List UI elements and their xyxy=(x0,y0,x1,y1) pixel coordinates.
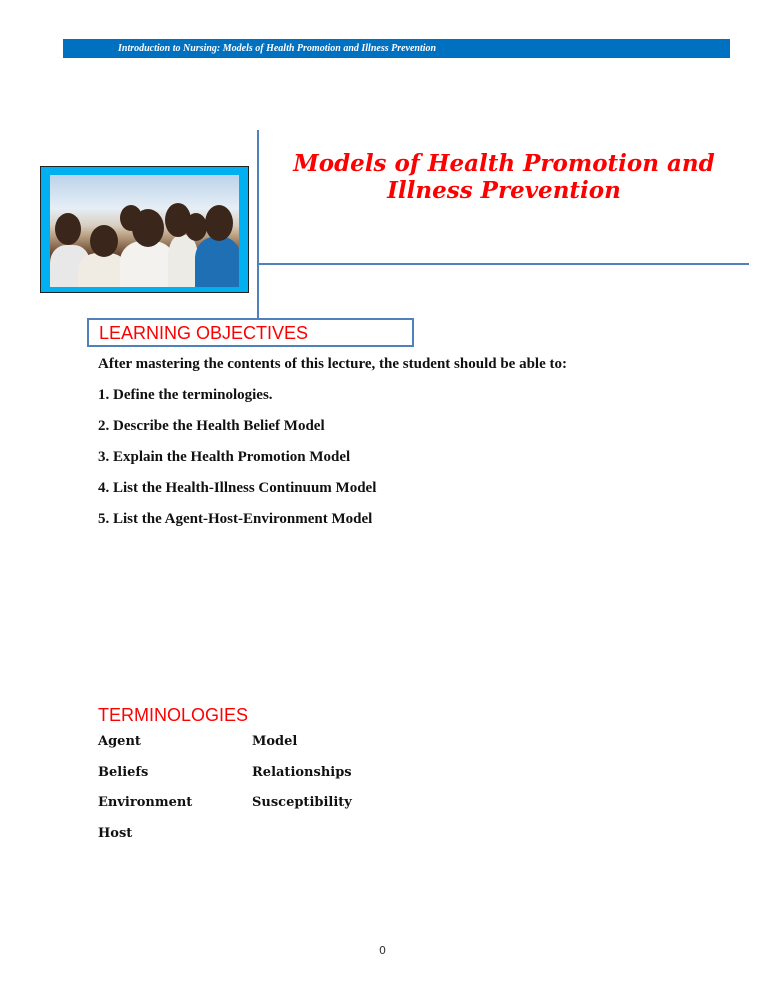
objectives-intro: After mastering the contents of this lecture, the student should be able to: xyxy=(98,356,567,372)
term-item: Host xyxy=(98,826,133,841)
term-item: Agent xyxy=(98,734,141,749)
document-title-line-1: Models of Health Promotion and xyxy=(293,150,715,177)
children-photo xyxy=(50,175,239,287)
term-item: Environment xyxy=(98,795,193,810)
document-title xyxy=(262,150,746,204)
term-item: Susceptibility xyxy=(252,795,352,810)
title-block-vertical-rule xyxy=(257,130,259,319)
running-header-bar xyxy=(63,39,730,58)
objective-item: 5. List the Agent-Host-Environment Model xyxy=(98,511,373,527)
objective-item: 4. List the Health-Illness Continuum Model xyxy=(98,480,377,496)
term-item: Relationships xyxy=(252,765,352,780)
document-title-line-2: Illness Prevention xyxy=(387,177,621,204)
term-item: Model xyxy=(252,734,298,749)
title-block-horizontal-rule xyxy=(258,263,749,265)
term-item: Beliefs xyxy=(98,765,149,780)
learning-objectives-heading: LEARNING OBJECTIVES xyxy=(99,323,309,343)
learning-objectives-heading-box xyxy=(87,318,414,347)
cover-image-frame xyxy=(40,166,249,293)
running-header-title: Introduction to Nursing: Models of Health Promotion and Illness Prevention xyxy=(118,43,437,54)
objective-item: 3. Explain the Health Promotion Model xyxy=(98,449,351,465)
page-number: 0 xyxy=(379,944,386,957)
objective-item: 1. Define the terminologies. xyxy=(98,387,273,403)
objective-item: 2. Describe the Health Belief Model xyxy=(98,418,325,434)
terminologies-heading: TERMINOLOGIES xyxy=(98,705,249,725)
objectives-list xyxy=(98,386,376,541)
